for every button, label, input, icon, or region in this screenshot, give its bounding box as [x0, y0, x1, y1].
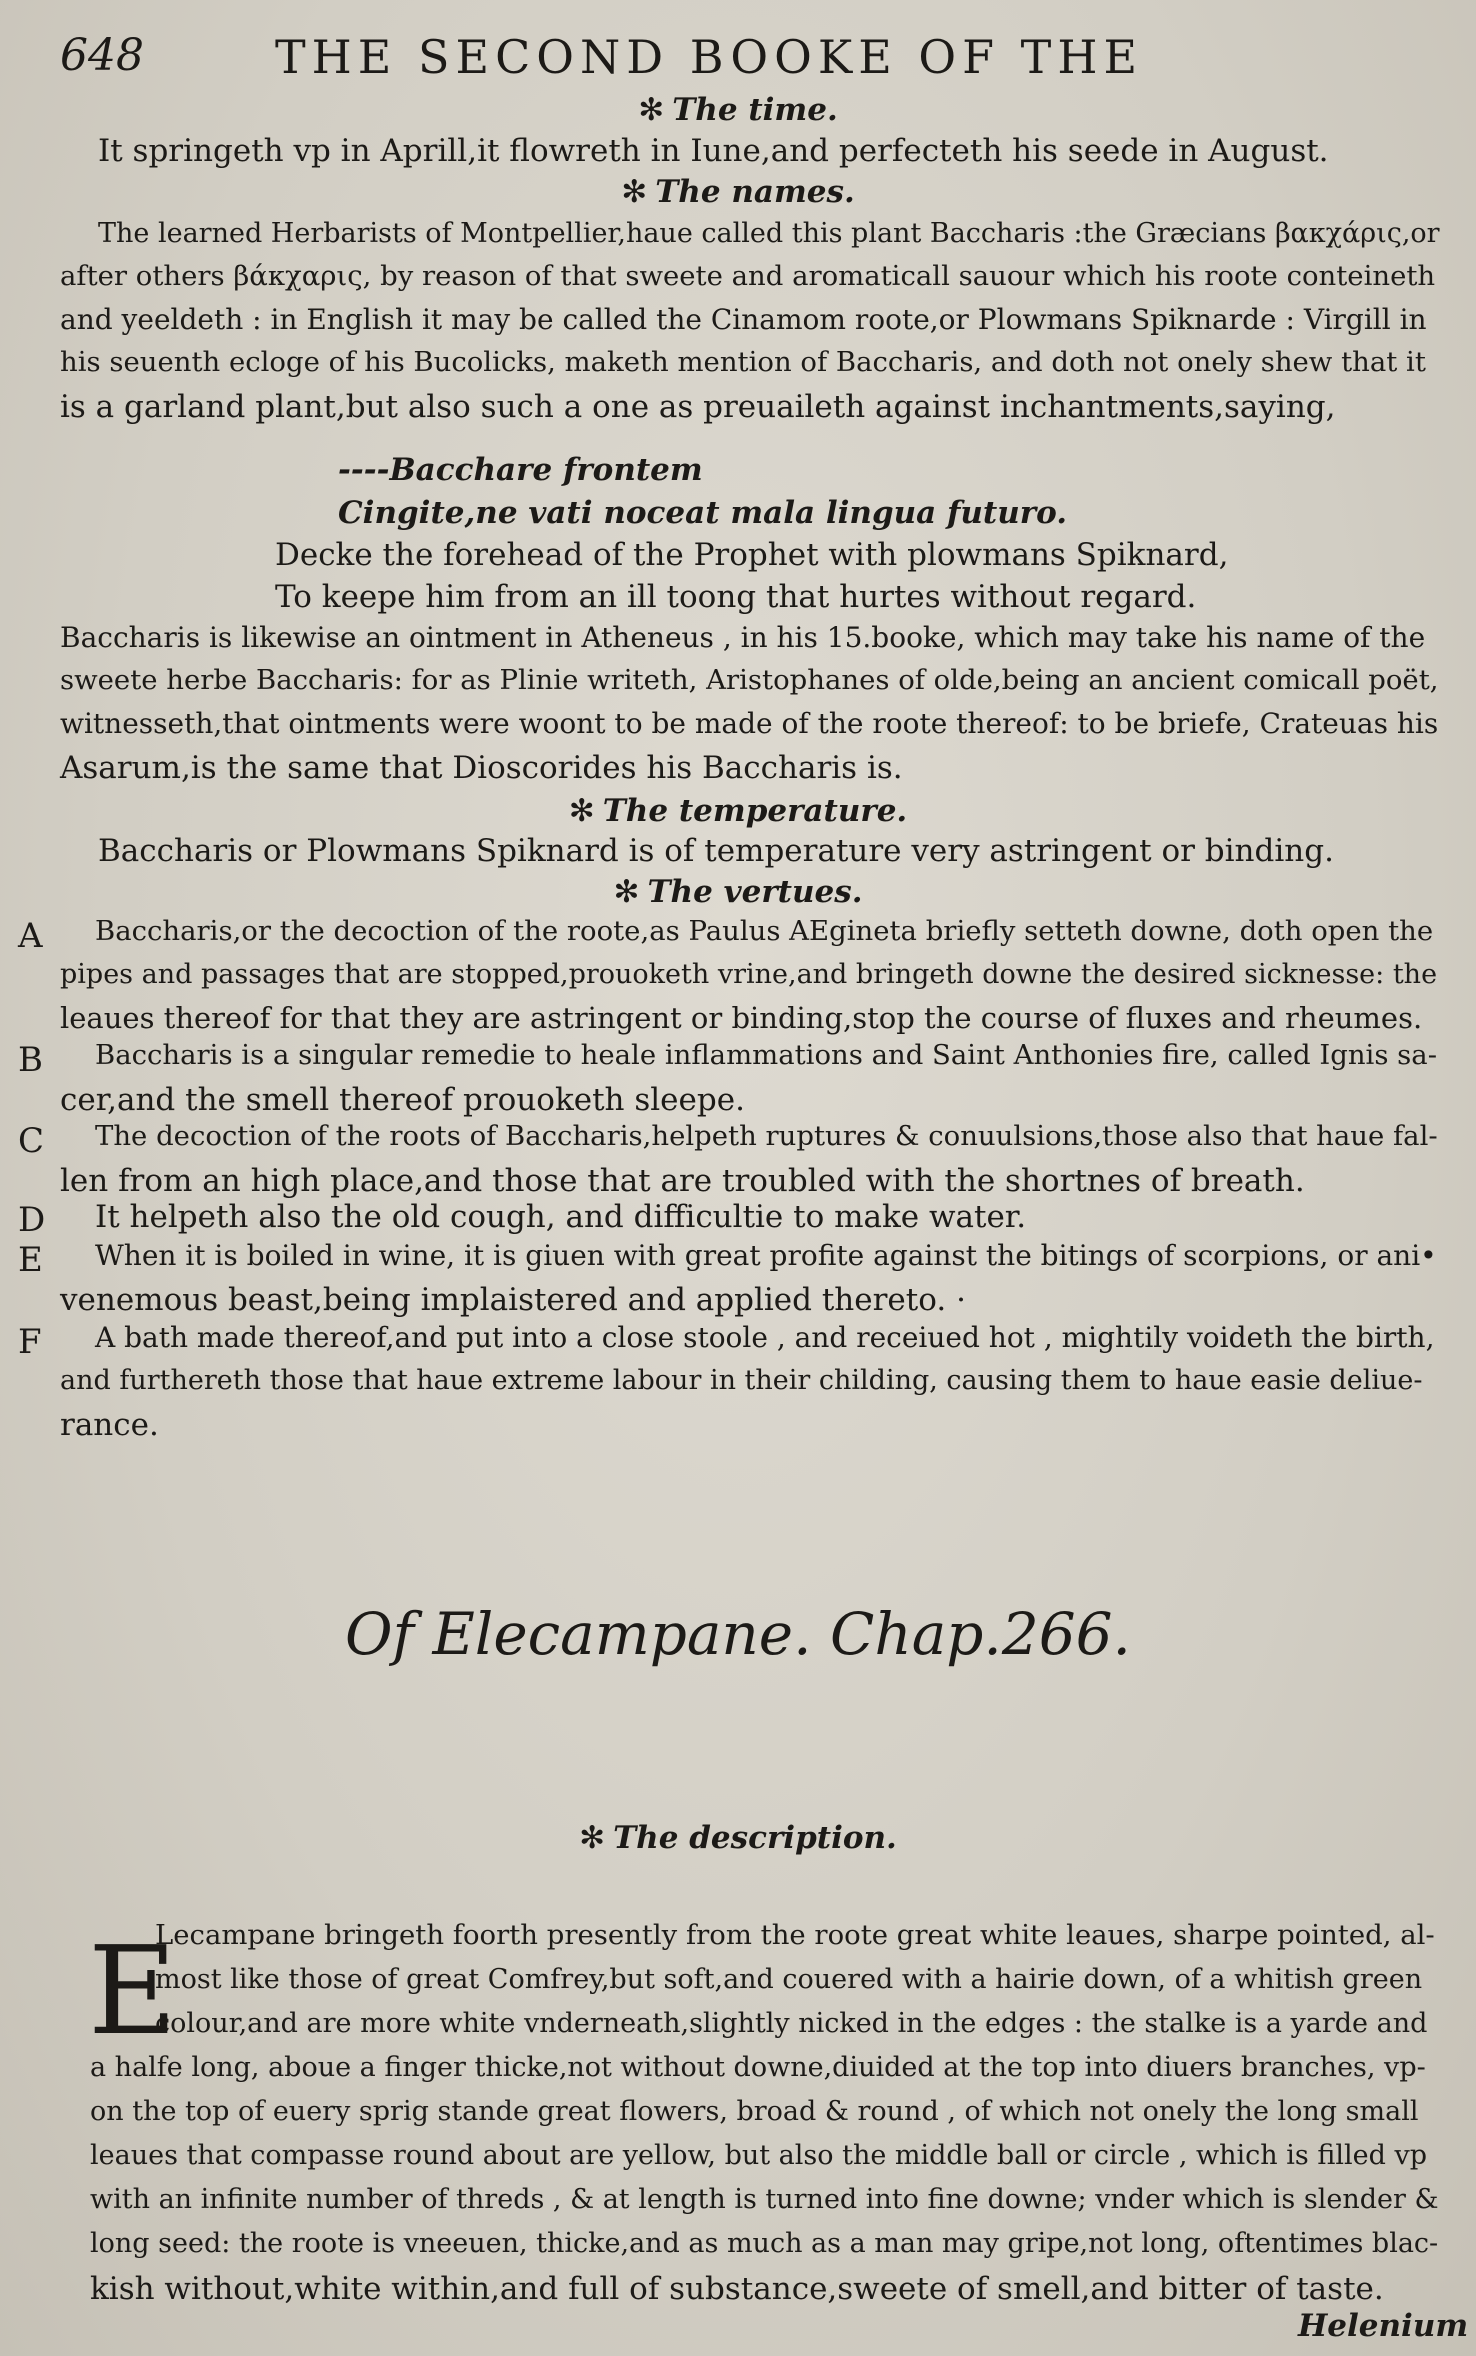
section-heading-description	[0, 1820, 1476, 1856]
text-line: A bath made thereof,and put into a close stoole , and receiued hot , mightily voideth the birth,	[95, 1321, 1435, 1354]
text-line: The learned Herbarists of Montpellier,haue called this plant Baccharis :the Græcians βακχάρις,or	[98, 218, 1440, 249]
text-line: colour,and are more white vnderneath,slightly nicked in the edges : the stalke is a yarde and	[155, 2008, 1428, 2039]
text-line: with an infinite number of threds , & at length is turned into fine downe; vnder which is slender &	[90, 2184, 1439, 2215]
text-line: kish without,white within,and full of substance,sweete of smell,and bitter of taste.	[90, 2271, 1384, 2307]
text-line: is a garland plant,but also such a one as preuaileth against inchantments,saying,	[60, 389, 1336, 425]
asterism-icon: ✻	[638, 92, 665, 128]
section-heading-time	[0, 92, 1476, 128]
text-line: leaues that compasse round about are yellow, but also the middle ball or circle , which is filled vp	[90, 2140, 1428, 2171]
asterism-icon: ✻	[621, 174, 648, 210]
text-line: most like those of great Comfrey,but soft,and couered with a hairie down, of a whitish green	[155, 1964, 1423, 1995]
text-line: pipes and passages that are stopped,prouoketh vrine,and bringeth downe the desired sicknesse: the	[60, 959, 1438, 990]
text-line: Baccharis is likewise an ointment in Atheneus , in his 15.booke, which may take his name of the	[60, 621, 1426, 654]
english-verse-line: To keepe him from an ill toong that hurtes without regard.	[275, 579, 1197, 615]
page-number: 648	[60, 30, 144, 81]
section-heading-vertues	[0, 874, 1476, 910]
text-line: Baccharis is a singular remedie to heale inflammations and Saint Anthonies fire, called Ignis sa-	[95, 1039, 1437, 1071]
text-line: The decoction of the roots of Baccharis,helpeth ruptures & conuulsions,those also that haue fal-	[95, 1120, 1438, 1152]
margin-letter: A	[18, 916, 43, 956]
english-verse-line: Decke the forehead of the Prophet with plowmans Spiknard,	[275, 537, 1229, 573]
heading-text: The vertues.	[647, 874, 863, 910]
catchword: Helenium	[1298, 2308, 1469, 2344]
heading-text: The time.	[672, 92, 838, 128]
text-line: and furthereth those that haue extreme labour in their childing, causing them to haue easie deliue-	[60, 1365, 1423, 1396]
margin-letter: F	[18, 1322, 42, 1362]
chapter-title: Of Elecampane. Chap.266.	[344, 1600, 1131, 1668]
text-line: long seed: the roote is vneeuen, thicke,and as much as a man may gripe,not long, oftentimes blac-	[90, 2228, 1439, 2259]
text-line: Baccharis or Plowmans Spiknard is of temperature very astringent or binding.	[98, 833, 1334, 869]
margin-letter: C	[18, 1121, 45, 1161]
asterism-icon: ✻	[579, 1820, 606, 1856]
section-heading-names	[0, 174, 1476, 210]
latin-verse-line: Cingite,ne vati noceat mala lingua futuro.	[338, 495, 1068, 531]
running-title: THE SECOND BOOKE OF THE	[275, 30, 1144, 84]
text-line: cer,and the smell thereof prouoketh sleepe.	[60, 1082, 745, 1118]
heading-text: The names.	[655, 174, 855, 210]
text-line: When it is boiled in wine, it is giuen with great profite against the bitings of scorpions, or ani•	[95, 1239, 1437, 1272]
text-line: Lecampane bringeth foorth presently from the roote great white leaues, sharpe pointed, al-	[155, 1919, 1435, 1951]
text-line: leaues thereof for that they are astringent or binding,stop the course of fluxes and rheumes.	[60, 1001, 1423, 1035]
margin-letter: D	[18, 1200, 46, 1240]
text-line: Baccharis,or the decoction of the roote,as Paulus AEgineta briefly setteth downe, doth open the	[95, 915, 1434, 947]
drop-capital: E	[88, 1920, 178, 2062]
heading-text: The temperature.	[602, 793, 908, 829]
text-line: on the top of euery sprig stande great flowers, broad & round , of which not onely the long small	[90, 2096, 1419, 2127]
section-heading-temperature	[0, 793, 1476, 829]
text-line: after others βάκχαρις, by reason of that sweete and aromaticall sauour which his roote conteineth	[60, 260, 1436, 292]
text-line: a halfe long, aboue a finger thicke,not without downe,diuided at the top into diuers branches, vp-	[90, 2052, 1426, 2083]
text-line: It springeth vp in Aprill,it flowreth in Iune,and perfecteth his seede in August.	[98, 133, 1329, 169]
asterism-icon: ✻	[613, 874, 640, 910]
text-line: rance.	[60, 1407, 159, 1443]
text-line: venemous beast,being implaistered and applied thereto. ·	[60, 1282, 966, 1318]
text-line: and yeeldeth : in English it may be called the Cinamom roote,or Plowmans Spiknarde : Virgill in	[60, 303, 1427, 336]
text-line: sweete herbe Baccharis: for as Plinie writeth, Aristophanes of olde,being an ancient comicall poët,	[60, 664, 1439, 696]
text-line: len from an high place,and those that are troubled with the shortnes of breath.	[60, 1163, 1305, 1199]
margin-letter: B	[18, 1040, 43, 1080]
text-line: witnesseth,that ointments were woont to be made of the roote thereof: to be briefe, Crateuas his	[60, 707, 1439, 740]
text-line: his seuenth ecloge of his Bucolicks, maketh mention of Baccharis, and doth not onely shew that it	[60, 346, 1426, 378]
text-line: Asarum,is the same that Dioscorides his Baccharis is.	[60, 750, 903, 786]
asterism-icon: ✻	[568, 793, 595, 829]
heading-text: The description.	[613, 1820, 897, 1856]
latin-verse-line: ----Bacchare frontem	[338, 452, 703, 488]
text-line: It helpeth also the old cough, and difficultie to make water.	[95, 1199, 1027, 1235]
margin-letter: E	[18, 1240, 43, 1280]
